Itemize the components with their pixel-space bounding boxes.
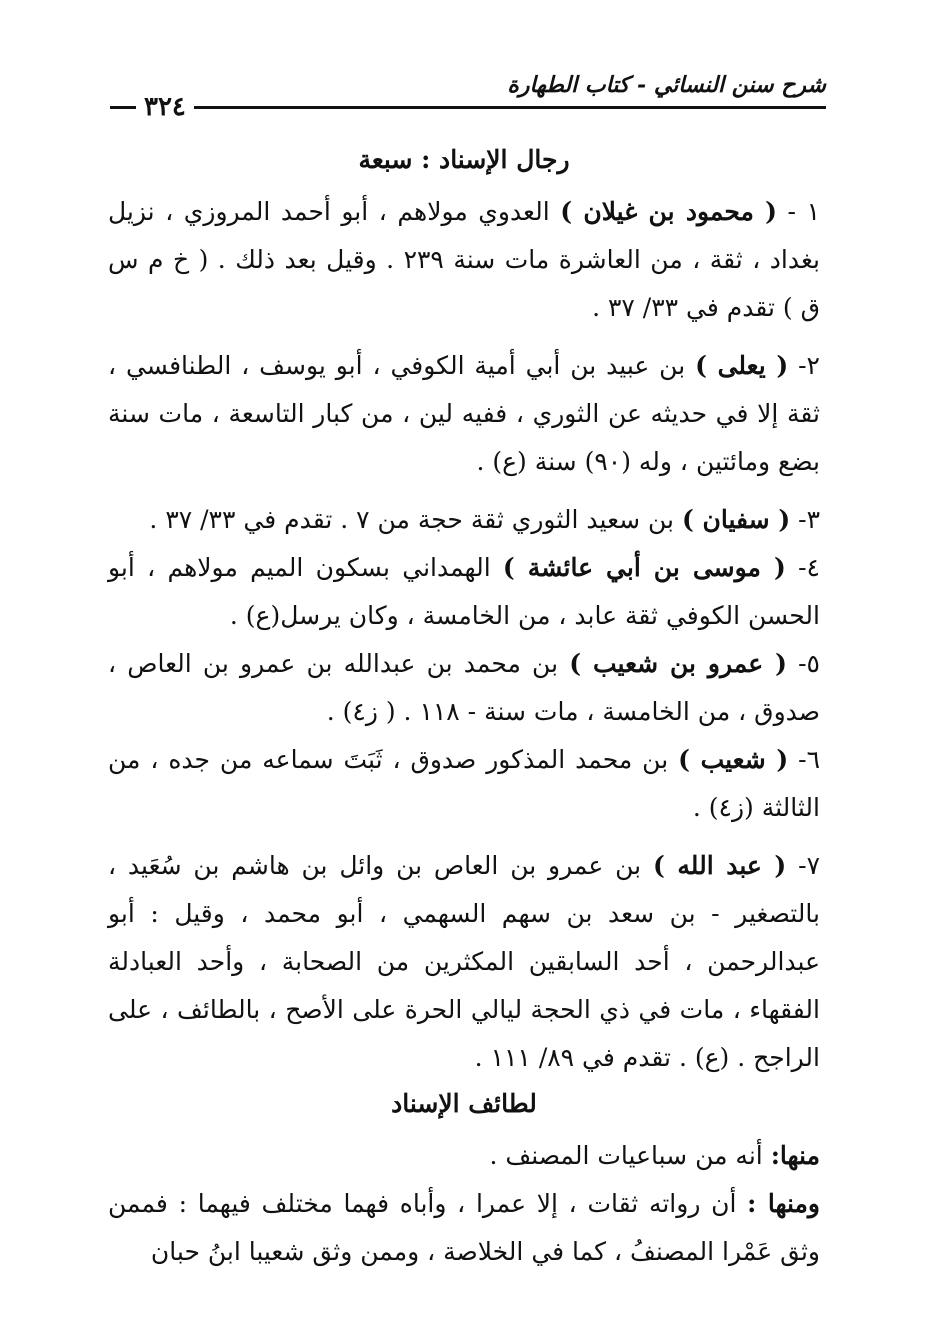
narrator-entry	[108, 842, 820, 1082]
narrator-entry	[108, 640, 820, 736]
point-text: أن رواته ثقات ، إلا عمرا ، وأباه فهما مختلف فيهما : فممن وثق عَمْرا المصنفُ ، كما في الخلاصة ، وممن وثق شعيبا ابنُ حبان	[108, 1189, 820, 1266]
point-label: ومنها :	[747, 1189, 820, 1218]
point-label: منها:	[770, 1141, 820, 1170]
narrator-name: ( عمرو بن شعيب )	[569, 649, 787, 678]
page-number-block	[110, 92, 220, 122]
narrator-name: ( موسى بن أبي عائشة )	[502, 553, 786, 582]
entry-number: ٣-	[790, 505, 820, 534]
narrator-entry	[108, 736, 820, 832]
entry-text: بن عمرو بن العاص بن وائل بن هاشم بن سُعَيد ، بالتصغير - بن سعد بن سهم السهمي ، أبو محمد ، وقيل : أبو عبدالرحمن ، أحد السابقين المكثرين من الصحابة ، وأحد العبادلة الفقهاء ، مات في ذي الحجة ليالي الحرة على الأصح ، بالطائف ، على الراجح . (ع) . تقدم في ٨٩/ ١١١ .	[108, 851, 820, 1072]
narrator-entry	[108, 342, 820, 486]
entry-number: ٤-	[785, 553, 820, 582]
narrator-name: ( محمود بن غيلان )	[560, 197, 778, 226]
narrator-name: ( يعلى )	[695, 351, 789, 380]
page-number-dash	[194, 106, 220, 109]
entry-number: ٧-	[786, 851, 820, 880]
narrators-heading: رجال الإسناد : سبعة	[358, 145, 570, 174]
narrator-name: ( سفيان )	[681, 505, 791, 534]
narrator-name: ( عبد الله )	[652, 851, 787, 880]
page-body	[108, 138, 820, 1276]
point-text: أنه من سباعيات المصنف .	[489, 1141, 771, 1170]
lataif-heading: لطائف الإسناد	[391, 1089, 537, 1118]
narrator-entry	[108, 496, 820, 544]
entry-text: العدوي مولاهم ، أبو أحمد المروزي ، نزيل بغداد ، ثقة ، من العاشرة مات سنة ٢٣٩ . وقيل بعد ذلك . ( خ م س ق ) تقدم في ٣٣/ ٣٧ .	[108, 197, 820, 322]
narrator-name: ( شعيب )	[678, 745, 789, 774]
entry-number: ١ -	[777, 197, 820, 226]
header-rule	[210, 106, 826, 109]
entry-number: ٦-	[788, 745, 820, 774]
entry-text: بن محمد المذكور صدوق ، ثَبَتَ سماعه من جده ، من الثالثة (ز٤) .	[108, 745, 820, 822]
entry-number: ٢-	[788, 351, 820, 380]
lataif-point	[108, 1132, 820, 1180]
lataif-point	[108, 1180, 820, 1276]
entry-text: بن محمد بن عبدالله بن عمرو بن العاص ، صدوق ، من الخامسة ، مات سنة - ١١٨ . ( ز٤) .	[108, 649, 820, 726]
page-header	[110, 62, 826, 122]
page-number-dash	[110, 106, 136, 109]
entry-text: الهمداني بسكون الميم مولاهم ، أبو الحسن الكوفي ثقة عابد ، من الخامسة ، وكان يرسل(ع) .	[108, 553, 820, 630]
entry-number: ٥-	[786, 649, 820, 678]
narrator-entry	[108, 188, 820, 332]
narrator-entry	[108, 544, 820, 640]
entry-text: بن عبيد بن أبي أمية الكوفي ، أبو يوسف ، الطنافسي ، ثقة إلا في حديثه عن الثوري ، ففيه لين ، من كبار التاسعة ، مات سنة بضع ومائتين ، وله (٩٠) سنة (ع) .	[108, 351, 820, 476]
entry-text: بن سعيد الثوري ثقة حجة من ٧ . تقدم في ٣٣/ ٣٧ .	[149, 505, 682, 534]
page-number: ٣٢٤	[144, 92, 186, 122]
running-title: شرح سنن النسائي - كتاب الطهارة	[507, 72, 826, 98]
